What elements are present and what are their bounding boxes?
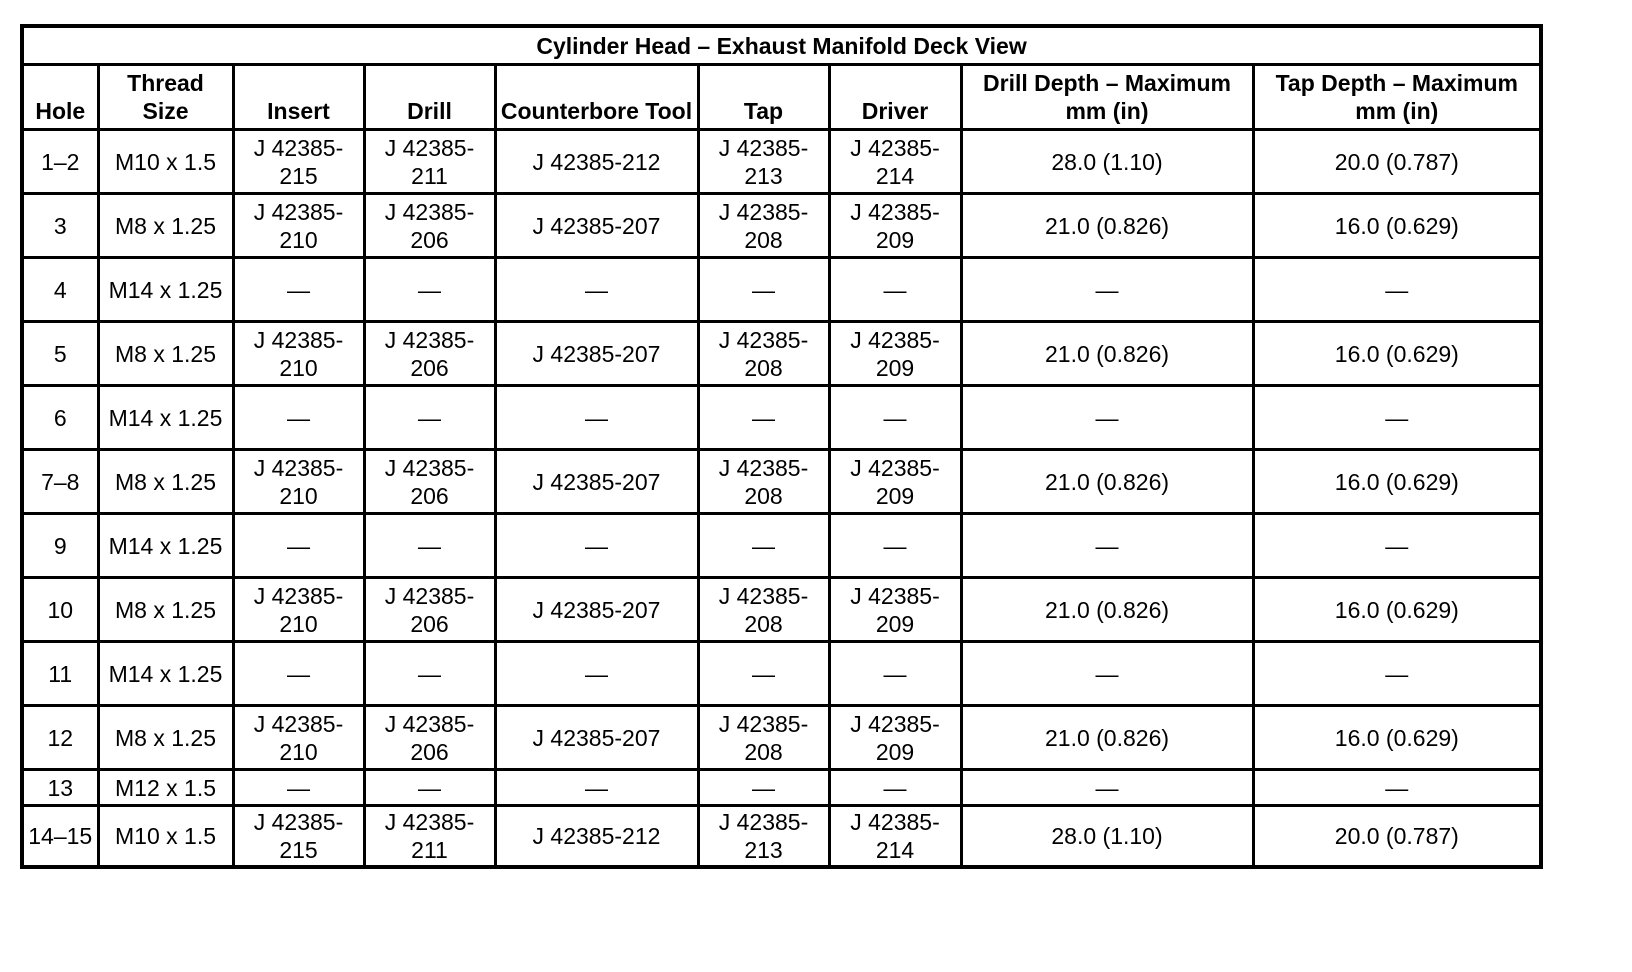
- cell-tap: J 42385-208: [698, 322, 829, 386]
- cell-tap: —: [698, 258, 829, 322]
- table-row: [22, 386, 1541, 450]
- cell-driver: J 42385-209: [829, 706, 961, 770]
- cell-tap-depth: —: [1253, 258, 1541, 322]
- cell-drill-depth: 21.0 (0.826): [961, 706, 1253, 770]
- cell-tap-depth: —: [1253, 770, 1541, 806]
- table-row: [22, 806, 1541, 868]
- cell-thread-size: M10 x 1.5: [98, 806, 233, 868]
- cell-tap-depth: 16.0 (0.629): [1253, 578, 1541, 642]
- cell-counterbore-tool: —: [495, 514, 698, 578]
- header-tap-depth: Tap Depth – Maximum mm (in): [1253, 65, 1541, 130]
- cell-counterbore-tool: J 42385-207: [495, 322, 698, 386]
- cell-drill-depth: —: [961, 642, 1253, 706]
- table-row: [22, 130, 1541, 194]
- cell-tap-depth: —: [1253, 386, 1541, 450]
- table-row: [22, 578, 1541, 642]
- cell-thread-size: M14 x 1.25: [98, 386, 233, 450]
- cell-tap: J 42385-213: [698, 806, 829, 868]
- cell-counterbore-tool: J 42385-212: [495, 806, 698, 868]
- cell-counterbore-tool: —: [495, 258, 698, 322]
- cell-insert: J 42385-210: [233, 322, 364, 386]
- cell-tap-depth: —: [1253, 514, 1541, 578]
- cell-tap: —: [698, 386, 829, 450]
- table-row: [22, 450, 1541, 514]
- table-row: [22, 642, 1541, 706]
- cell-insert: J 42385-210: [233, 706, 364, 770]
- cell-thread-size: M8 x 1.25: [98, 706, 233, 770]
- cell-drill: —: [364, 514, 495, 578]
- cell-driver: —: [829, 258, 961, 322]
- cell-thread-size: M12 x 1.5: [98, 770, 233, 806]
- table-row: [22, 706, 1541, 770]
- cell-hole: 9: [22, 514, 98, 578]
- cell-tap: J 42385-208: [698, 578, 829, 642]
- cell-tap-depth: 16.0 (0.629): [1253, 194, 1541, 258]
- cell-thread-size: M10 x 1.5: [98, 130, 233, 194]
- header-row: [22, 65, 1541, 130]
- cell-drill: J 42385-211: [364, 130, 495, 194]
- cell-counterbore-tool: J 42385-212: [495, 130, 698, 194]
- cell-drill: J 42385-206: [364, 194, 495, 258]
- cell-thread-size: M8 x 1.25: [98, 322, 233, 386]
- cell-tap: J 42385-208: [698, 194, 829, 258]
- cell-insert: J 42385-215: [233, 806, 364, 868]
- cell-insert: J 42385-210: [233, 578, 364, 642]
- cell-thread-size: M14 x 1.25: [98, 514, 233, 578]
- cell-hole: 6: [22, 386, 98, 450]
- cell-tap-depth: 20.0 (0.787): [1253, 130, 1541, 194]
- table-row: [22, 322, 1541, 386]
- cell-drill: —: [364, 258, 495, 322]
- header-drill-depth: Drill Depth – Maximum mm (in): [961, 65, 1253, 130]
- header-drill: Drill: [364, 65, 495, 130]
- cell-drill-depth: 21.0 (0.826): [961, 194, 1253, 258]
- cell-thread-size: M8 x 1.25: [98, 194, 233, 258]
- cell-tap: —: [698, 770, 829, 806]
- cell-insert: J 42385-210: [233, 194, 364, 258]
- header-thread-size: Thread Size: [98, 65, 233, 130]
- cell-tap: —: [698, 642, 829, 706]
- cell-drill-depth: 28.0 (1.10): [961, 130, 1253, 194]
- cell-tap: J 42385-208: [698, 450, 829, 514]
- cell-driver: J 42385-214: [829, 130, 961, 194]
- cell-insert: —: [233, 258, 364, 322]
- cell-counterbore-tool: —: [495, 770, 698, 806]
- cell-thread-size: M14 x 1.25: [98, 642, 233, 706]
- table-body: [22, 130, 1541, 868]
- cell-hole: 3: [22, 194, 98, 258]
- cell-driver: —: [829, 642, 961, 706]
- cell-hole: 14–15: [22, 806, 98, 868]
- cell-insert: —: [233, 770, 364, 806]
- cell-drill-depth: —: [961, 514, 1253, 578]
- cell-insert: J 42385-210: [233, 450, 364, 514]
- cell-drill: —: [364, 386, 495, 450]
- header-tap: Tap: [698, 65, 829, 130]
- cell-tap-depth: —: [1253, 642, 1541, 706]
- cell-drill: J 42385-206: [364, 450, 495, 514]
- cell-drill: —: [364, 770, 495, 806]
- cell-drill: J 42385-211: [364, 806, 495, 868]
- cell-drill-depth: 21.0 (0.826): [961, 450, 1253, 514]
- cell-tap: J 42385-213: [698, 130, 829, 194]
- table-row: [22, 514, 1541, 578]
- header-driver: Driver: [829, 65, 961, 130]
- cell-tap-depth: 20.0 (0.787): [1253, 806, 1541, 868]
- cell-driver: J 42385-209: [829, 322, 961, 386]
- cell-insert: —: [233, 642, 364, 706]
- cell-tap-depth: 16.0 (0.629): [1253, 450, 1541, 514]
- cell-hole: 10: [22, 578, 98, 642]
- cell-drill-depth: —: [961, 258, 1253, 322]
- cell-driver: —: [829, 514, 961, 578]
- table-title: Cylinder Head – Exhaust Manifold Deck View: [22, 26, 1541, 65]
- cell-hole: 11: [22, 642, 98, 706]
- cell-thread-size: M14 x 1.25: [98, 258, 233, 322]
- cell-drill-depth: 21.0 (0.826): [961, 322, 1253, 386]
- cell-driver: J 42385-209: [829, 578, 961, 642]
- cell-driver: J 42385-209: [829, 194, 961, 258]
- cell-counterbore-tool: J 42385-207: [495, 706, 698, 770]
- cell-hole: 5: [22, 322, 98, 386]
- cell-insert: —: [233, 386, 364, 450]
- cell-insert: J 42385-215: [233, 130, 364, 194]
- header-hole: Hole: [22, 65, 98, 130]
- cell-hole: 4: [22, 258, 98, 322]
- cell-counterbore-tool: —: [495, 386, 698, 450]
- cell-drill: J 42385-206: [364, 706, 495, 770]
- cell-driver: —: [829, 386, 961, 450]
- cell-tap: J 42385-208: [698, 706, 829, 770]
- cell-driver: J 42385-214: [829, 806, 961, 868]
- cell-driver: —: [829, 770, 961, 806]
- cell-hole: 12: [22, 706, 98, 770]
- cell-insert: —: [233, 514, 364, 578]
- cell-drill: J 42385-206: [364, 322, 495, 386]
- header-counterbore-tool: Counterbore Tool: [495, 65, 698, 130]
- cell-counterbore-tool: J 42385-207: [495, 578, 698, 642]
- cell-tap-depth: 16.0 (0.629): [1253, 706, 1541, 770]
- cell-drill: —: [364, 642, 495, 706]
- table-row: [22, 770, 1541, 806]
- title-row: [22, 26, 1541, 65]
- cell-drill: J 42385-206: [364, 578, 495, 642]
- cell-drill-depth: 21.0 (0.826): [961, 578, 1253, 642]
- cell-thread-size: M8 x 1.25: [98, 450, 233, 514]
- table-row: [22, 194, 1541, 258]
- cell-hole: 13: [22, 770, 98, 806]
- cell-drill-depth: 28.0 (1.10): [961, 806, 1253, 868]
- cell-counterbore-tool: J 42385-207: [495, 194, 698, 258]
- cell-hole: 1–2: [22, 130, 98, 194]
- cell-counterbore-tool: J 42385-207: [495, 450, 698, 514]
- cell-counterbore-tool: —: [495, 642, 698, 706]
- cell-driver: J 42385-209: [829, 450, 961, 514]
- header-insert: Insert: [233, 65, 364, 130]
- cell-drill-depth: —: [961, 770, 1253, 806]
- cell-thread-size: M8 x 1.25: [98, 578, 233, 642]
- cell-hole: 7–8: [22, 450, 98, 514]
- cell-tap: —: [698, 514, 829, 578]
- cell-tap-depth: 16.0 (0.629): [1253, 322, 1541, 386]
- table-row: [22, 258, 1541, 322]
- spec-table: [20, 24, 1543, 869]
- cell-drill-depth: —: [961, 386, 1253, 450]
